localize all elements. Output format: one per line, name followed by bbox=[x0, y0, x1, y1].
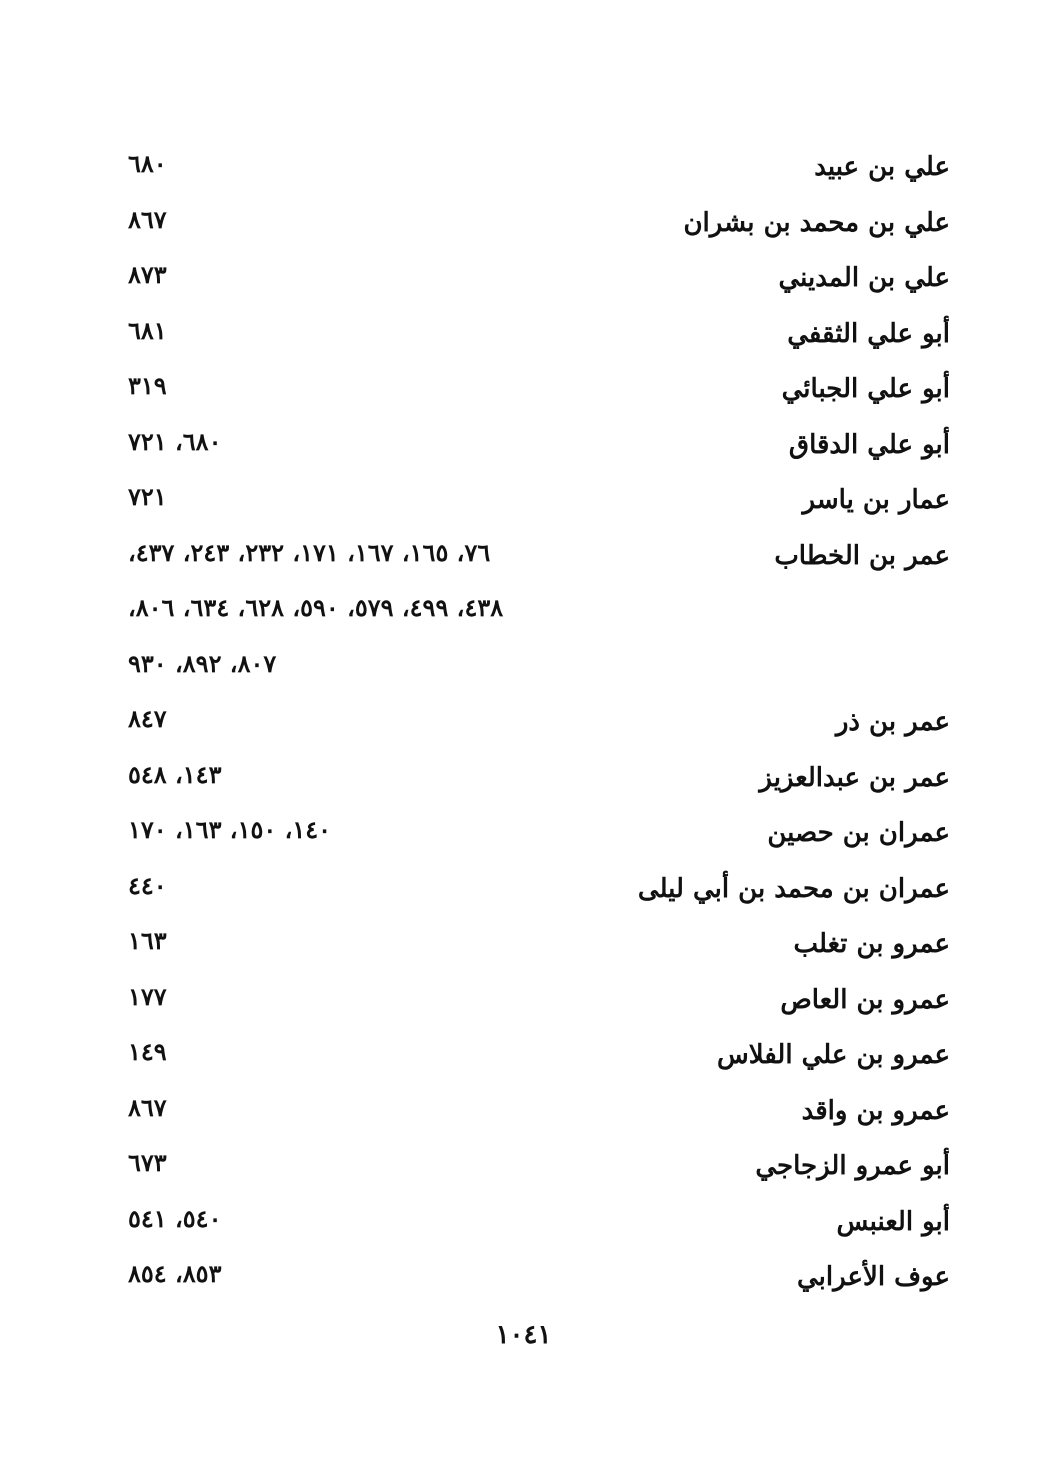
entry-pages: ٣١٩ bbox=[128, 371, 167, 400]
entry-name: أبو علي الجبائي bbox=[781, 374, 950, 404]
entry-pages: ٨٦٧ bbox=[128, 1092, 167, 1122]
entry-pages: ٦٧٣ bbox=[128, 1148, 167, 1177]
entry-pages: ٤٤٠ bbox=[128, 870, 167, 900]
page-number: ١٠٤١ bbox=[495, 1320, 552, 1350]
index-entry bbox=[0, 253, 1047, 309]
index-entry bbox=[0, 198, 1047, 254]
index-entry bbox=[0, 309, 1047, 365]
entry-name: عمرو بن واقد bbox=[801, 1095, 950, 1126]
index-entry bbox=[0, 1252, 1047, 1308]
index-entry bbox=[0, 475, 1047, 531]
entry-pages: ١٤٩ bbox=[128, 1037, 167, 1066]
entry-name: عوف الأعرابي bbox=[797, 1262, 950, 1292]
index-entry bbox=[0, 753, 1047, 809]
index-entry bbox=[0, 1086, 1047, 1142]
entry-name: عمران بن محمد بن أبي ليلى bbox=[637, 873, 950, 904]
index-entry bbox=[0, 975, 1047, 1031]
entry-pages: ٦٨٠، ٧٢١ bbox=[128, 426, 222, 456]
index-entry-continuation bbox=[0, 642, 1047, 698]
entry-name: عمار بن ياسر bbox=[802, 485, 950, 515]
entry-pages: ٨٠٧، ٨٩٢، ٩٣٠ bbox=[128, 648, 277, 678]
entry-pages: ٦٨١ bbox=[128, 315, 167, 345]
entry-name: علي بن عبيد bbox=[814, 152, 950, 182]
entry-name: أبو علي الدقاق bbox=[788, 429, 950, 460]
entry-name: علي بن المديني bbox=[778, 263, 950, 293]
entry-name: علي بن محمد بن بشران bbox=[683, 207, 950, 238]
entry-pages: ٨٥٣، ٨٥٤ bbox=[128, 1259, 222, 1288]
entry-pages: ٧٦، ١٦٥، ١٦٧، ١٧١، ٢٣٢، ٢٤٣، ٤٣٧، bbox=[128, 537, 491, 567]
entry-pages: ١٧٧ bbox=[128, 981, 167, 1011]
entry-pages: ٦٨٠ bbox=[128, 149, 167, 178]
index-entry bbox=[0, 864, 1047, 920]
entry-name: عمران بن حصين bbox=[767, 818, 950, 848]
index-entry bbox=[0, 919, 1047, 975]
entry-name: عمر بن ذر bbox=[835, 707, 950, 737]
entry-pages: ٤٣٨، ٤٩٩، ٥٧٩، ٥٩٠، ٦٢٨، ٦٣٤، ٨٠٦، bbox=[128, 593, 504, 622]
entry-name: عمر بن عبدالعزيز bbox=[759, 762, 950, 793]
entry-pages: ١٦٣ bbox=[128, 926, 167, 955]
index-entry-continuation bbox=[0, 586, 1047, 642]
entry-name: أبو عمرو الزجاجي bbox=[755, 1151, 950, 1181]
index-entry bbox=[0, 420, 1047, 476]
entry-pages: ٧٢١ bbox=[128, 482, 167, 511]
entry-pages: ٥٤٠، ٥٤١ bbox=[128, 1203, 222, 1233]
entry-pages: ١٤٠، ١٥٠، ١٦٣، ١٧٠ bbox=[128, 815, 332, 844]
entry-pages: ٨٦٧ bbox=[128, 204, 167, 234]
entry-name: عمر بن الخطاب bbox=[774, 540, 950, 571]
entry-name: عمرو بن علي الفلاس bbox=[717, 1040, 950, 1070]
index-entry bbox=[0, 808, 1047, 864]
entry-name: أبو علي الثقفي bbox=[787, 318, 950, 349]
entry-pages: ٨٤٧ bbox=[128, 704, 167, 733]
index-entries bbox=[0, 142, 1047, 1308]
index-entry bbox=[0, 1141, 1047, 1197]
entry-name: عمرو بن تغلب bbox=[793, 929, 950, 959]
entry-name: عمرو بن العاص bbox=[780, 984, 950, 1015]
entry-pages: ١٤٣، ٥٤٨ bbox=[128, 759, 222, 789]
entry-pages: ٨٧٣ bbox=[128, 260, 167, 289]
index-entry bbox=[0, 142, 1047, 198]
index-entry bbox=[0, 1030, 1047, 1086]
entry-name: أبو العنبس bbox=[836, 1206, 950, 1237]
index-entry bbox=[0, 1197, 1047, 1253]
index-entry bbox=[0, 531, 1047, 587]
index-entry bbox=[0, 697, 1047, 753]
index-entry bbox=[0, 364, 1047, 420]
